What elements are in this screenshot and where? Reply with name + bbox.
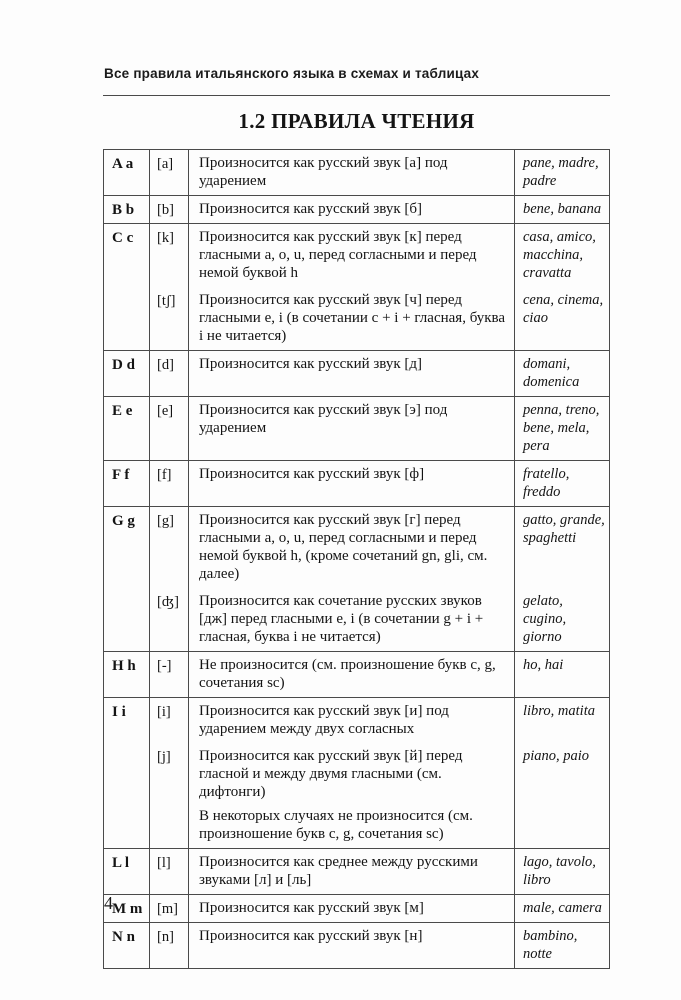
examples-cell: domani, domenica <box>523 356 580 390</box>
pronunciation-variant <box>150 507 609 588</box>
pronunciation-variant <box>150 224 609 287</box>
table-row <box>104 195 609 223</box>
table-row <box>104 651 609 697</box>
row-variants <box>150 849 609 894</box>
examples-cell: gatto, grande, spaghetti <box>523 512 605 546</box>
letter-cell: B b <box>104 196 150 223</box>
transcription-cell: [i] <box>150 698 189 743</box>
description-paragraph: В некоторых случаях не произносится (см. произношение букв c, g, сочетания sc) <box>199 808 473 842</box>
pronunciation-variant <box>150 351 609 396</box>
pronunciation-variant <box>150 698 609 743</box>
row-variants <box>150 652 609 697</box>
transcription-cell: [a] <box>150 150 189 195</box>
transcription-cell: [b] <box>150 196 189 223</box>
description-paragraph: Произносится как русский звук [а] под ударением <box>199 155 448 189</box>
letter-cell: D d <box>104 351 150 396</box>
description-paragraph: Произносится как русский звук [б] <box>199 201 423 217</box>
description-paragraph: Произносится как русский звук [д] <box>199 356 423 372</box>
description-cell <box>189 351 515 396</box>
examples-cell: gelato, cugino, giorno <box>523 593 567 645</box>
table-row <box>104 460 609 506</box>
row-variants <box>150 150 609 195</box>
description-cell <box>189 743 515 848</box>
pronunciation-variant <box>150 652 609 697</box>
description-cell <box>189 895 515 922</box>
examples-cell: libro, matita <box>523 703 595 719</box>
row-variants <box>150 196 609 223</box>
examples-cell: piano, paio <box>523 748 590 764</box>
row-variants <box>150 461 609 506</box>
row-variants <box>150 895 609 922</box>
row-variants <box>150 507 609 651</box>
pronunciation-variant <box>150 150 609 195</box>
description-cell <box>189 507 515 588</box>
letter-cell: H h <box>104 652 150 697</box>
transcription-cell: [n] <box>150 923 189 968</box>
letter-cell: C c <box>104 224 150 350</box>
letter-cell: E e <box>104 397 150 460</box>
pronunciation-variant <box>150 743 609 848</box>
description-paragraph: Произносится как русский звук [э] под ударением <box>199 402 448 436</box>
table-row <box>104 922 609 968</box>
table-row <box>104 150 609 195</box>
table-row <box>104 848 609 894</box>
examples-cell: ho, hai <box>523 657 564 673</box>
row-variants <box>150 923 609 968</box>
description-paragraph: Не произносится (см. произношение букв c, g, сочетания sc) <box>199 657 496 691</box>
letter-cell: M m <box>104 895 150 922</box>
examples-cell: penna, treno, bene, mela, pera <box>523 402 600 454</box>
running-header: Все правила итальянского языка в схемах и таблицах <box>104 66 480 81</box>
pronunciation-variant <box>150 588 609 651</box>
table-row <box>104 350 609 396</box>
description-cell <box>189 588 515 651</box>
transcription-cell: [-] <box>150 652 189 697</box>
description-paragraph: Произносится как сочетание русских звуков [дж] перед гласными e, i (в сочетании g + i + гласная, буква i не читается) <box>199 593 484 645</box>
pronunciation-variant <box>150 923 609 968</box>
row-variants <box>150 351 609 396</box>
description-cell <box>189 849 515 894</box>
table-row <box>104 506 609 651</box>
description-cell <box>189 196 515 223</box>
examples-cell: fratello, freddo <box>523 466 570 500</box>
row-variants <box>150 698 609 848</box>
letter-cell: L l <box>104 849 150 894</box>
transcription-cell: [tʃ] <box>150 287 189 350</box>
pronunciation-variant <box>150 895 609 922</box>
pronunciation-variant <box>150 397 609 460</box>
description-paragraph: Произносится как русский звук [г] перед гласными a, o, u, перед согласными и перед немой буквой h, (кроме сочетаний gn, gli, см. далее) <box>199 512 488 582</box>
pronunciation-variant <box>150 196 609 223</box>
transcription-cell: [e] <box>150 397 189 460</box>
section-title: 1.2 ПРАВИЛА ЧТЕНИЯ <box>238 109 475 133</box>
description-paragraph: Произносится как среднее между русскими звуками [л] и [ль] <box>199 854 478 888</box>
transcription-cell: [d] <box>150 351 189 396</box>
transcription-cell: [ʤ] <box>150 588 189 651</box>
description-paragraph: Произносится как русский звук [и] под ударением между двух согласных <box>199 703 449 737</box>
description-cell <box>189 652 515 697</box>
transcription-cell: [f] <box>150 461 189 506</box>
transcription-cell: [j] <box>150 743 189 848</box>
description-cell <box>189 461 515 506</box>
table-row <box>104 697 609 848</box>
table-row <box>104 894 609 922</box>
letter-cell: I i <box>104 698 150 848</box>
letter-cell: G g <box>104 507 150 651</box>
examples-cell: bene, banana <box>523 201 602 217</box>
letter-cell: A a <box>104 150 150 195</box>
page-number: 4 <box>104 893 113 913</box>
transcription-cell: [k] <box>150 224 189 287</box>
transcription-cell: [l] <box>150 849 189 894</box>
description-cell <box>189 150 515 195</box>
description-cell <box>189 923 515 968</box>
row-variants <box>150 397 609 460</box>
description-cell <box>189 287 515 350</box>
examples-cell: male, camera <box>523 900 602 916</box>
description-cell <box>189 698 515 743</box>
pronunciation-variant <box>150 461 609 506</box>
examples-cell: bambino, notte <box>523 928 578 962</box>
description-cell <box>189 224 515 287</box>
examples-cell: cena, cinema, ciao <box>523 292 604 326</box>
row-variants <box>150 224 609 350</box>
description-cell <box>189 397 515 460</box>
description-paragraph: Произносится как русский звук [н] <box>199 928 423 944</box>
description-paragraph: Произносится как русский звук [ф] <box>199 466 425 482</box>
transcription-cell: [g] <box>150 507 189 588</box>
pronunciation-variant <box>150 849 609 894</box>
header-rule <box>103 95 610 96</box>
letter-cell: F f <box>104 461 150 506</box>
letter-cell: N n <box>104 923 150 968</box>
examples-cell: casa, amico, macchina, cravatta <box>523 229 596 281</box>
description-paragraph: Произносится как русский звук [ч] перед гласными e, i (в сочетании c + i + гласная, буква i не читается) <box>199 292 506 344</box>
transcription-cell: [m] <box>150 895 189 922</box>
examples-cell: lago, tavolo, libro <box>523 854 596 888</box>
table-row <box>104 223 609 350</box>
description-paragraph: Произносится как русский звук [м] <box>199 900 424 916</box>
reading-rules-table <box>103 149 610 969</box>
table-row <box>104 396 609 460</box>
pronunciation-variant <box>150 287 609 350</box>
examples-cell: pane, madre, padre <box>523 155 599 189</box>
description-paragraph: Произносится как русский звук [й] перед гласной и между двумя гласными (см. дифтонги) <box>199 748 463 800</box>
description-paragraph: Произносится как русский звук [к] перед гласными a, o, u, перед согласными и перед немой буквой h <box>199 229 477 281</box>
